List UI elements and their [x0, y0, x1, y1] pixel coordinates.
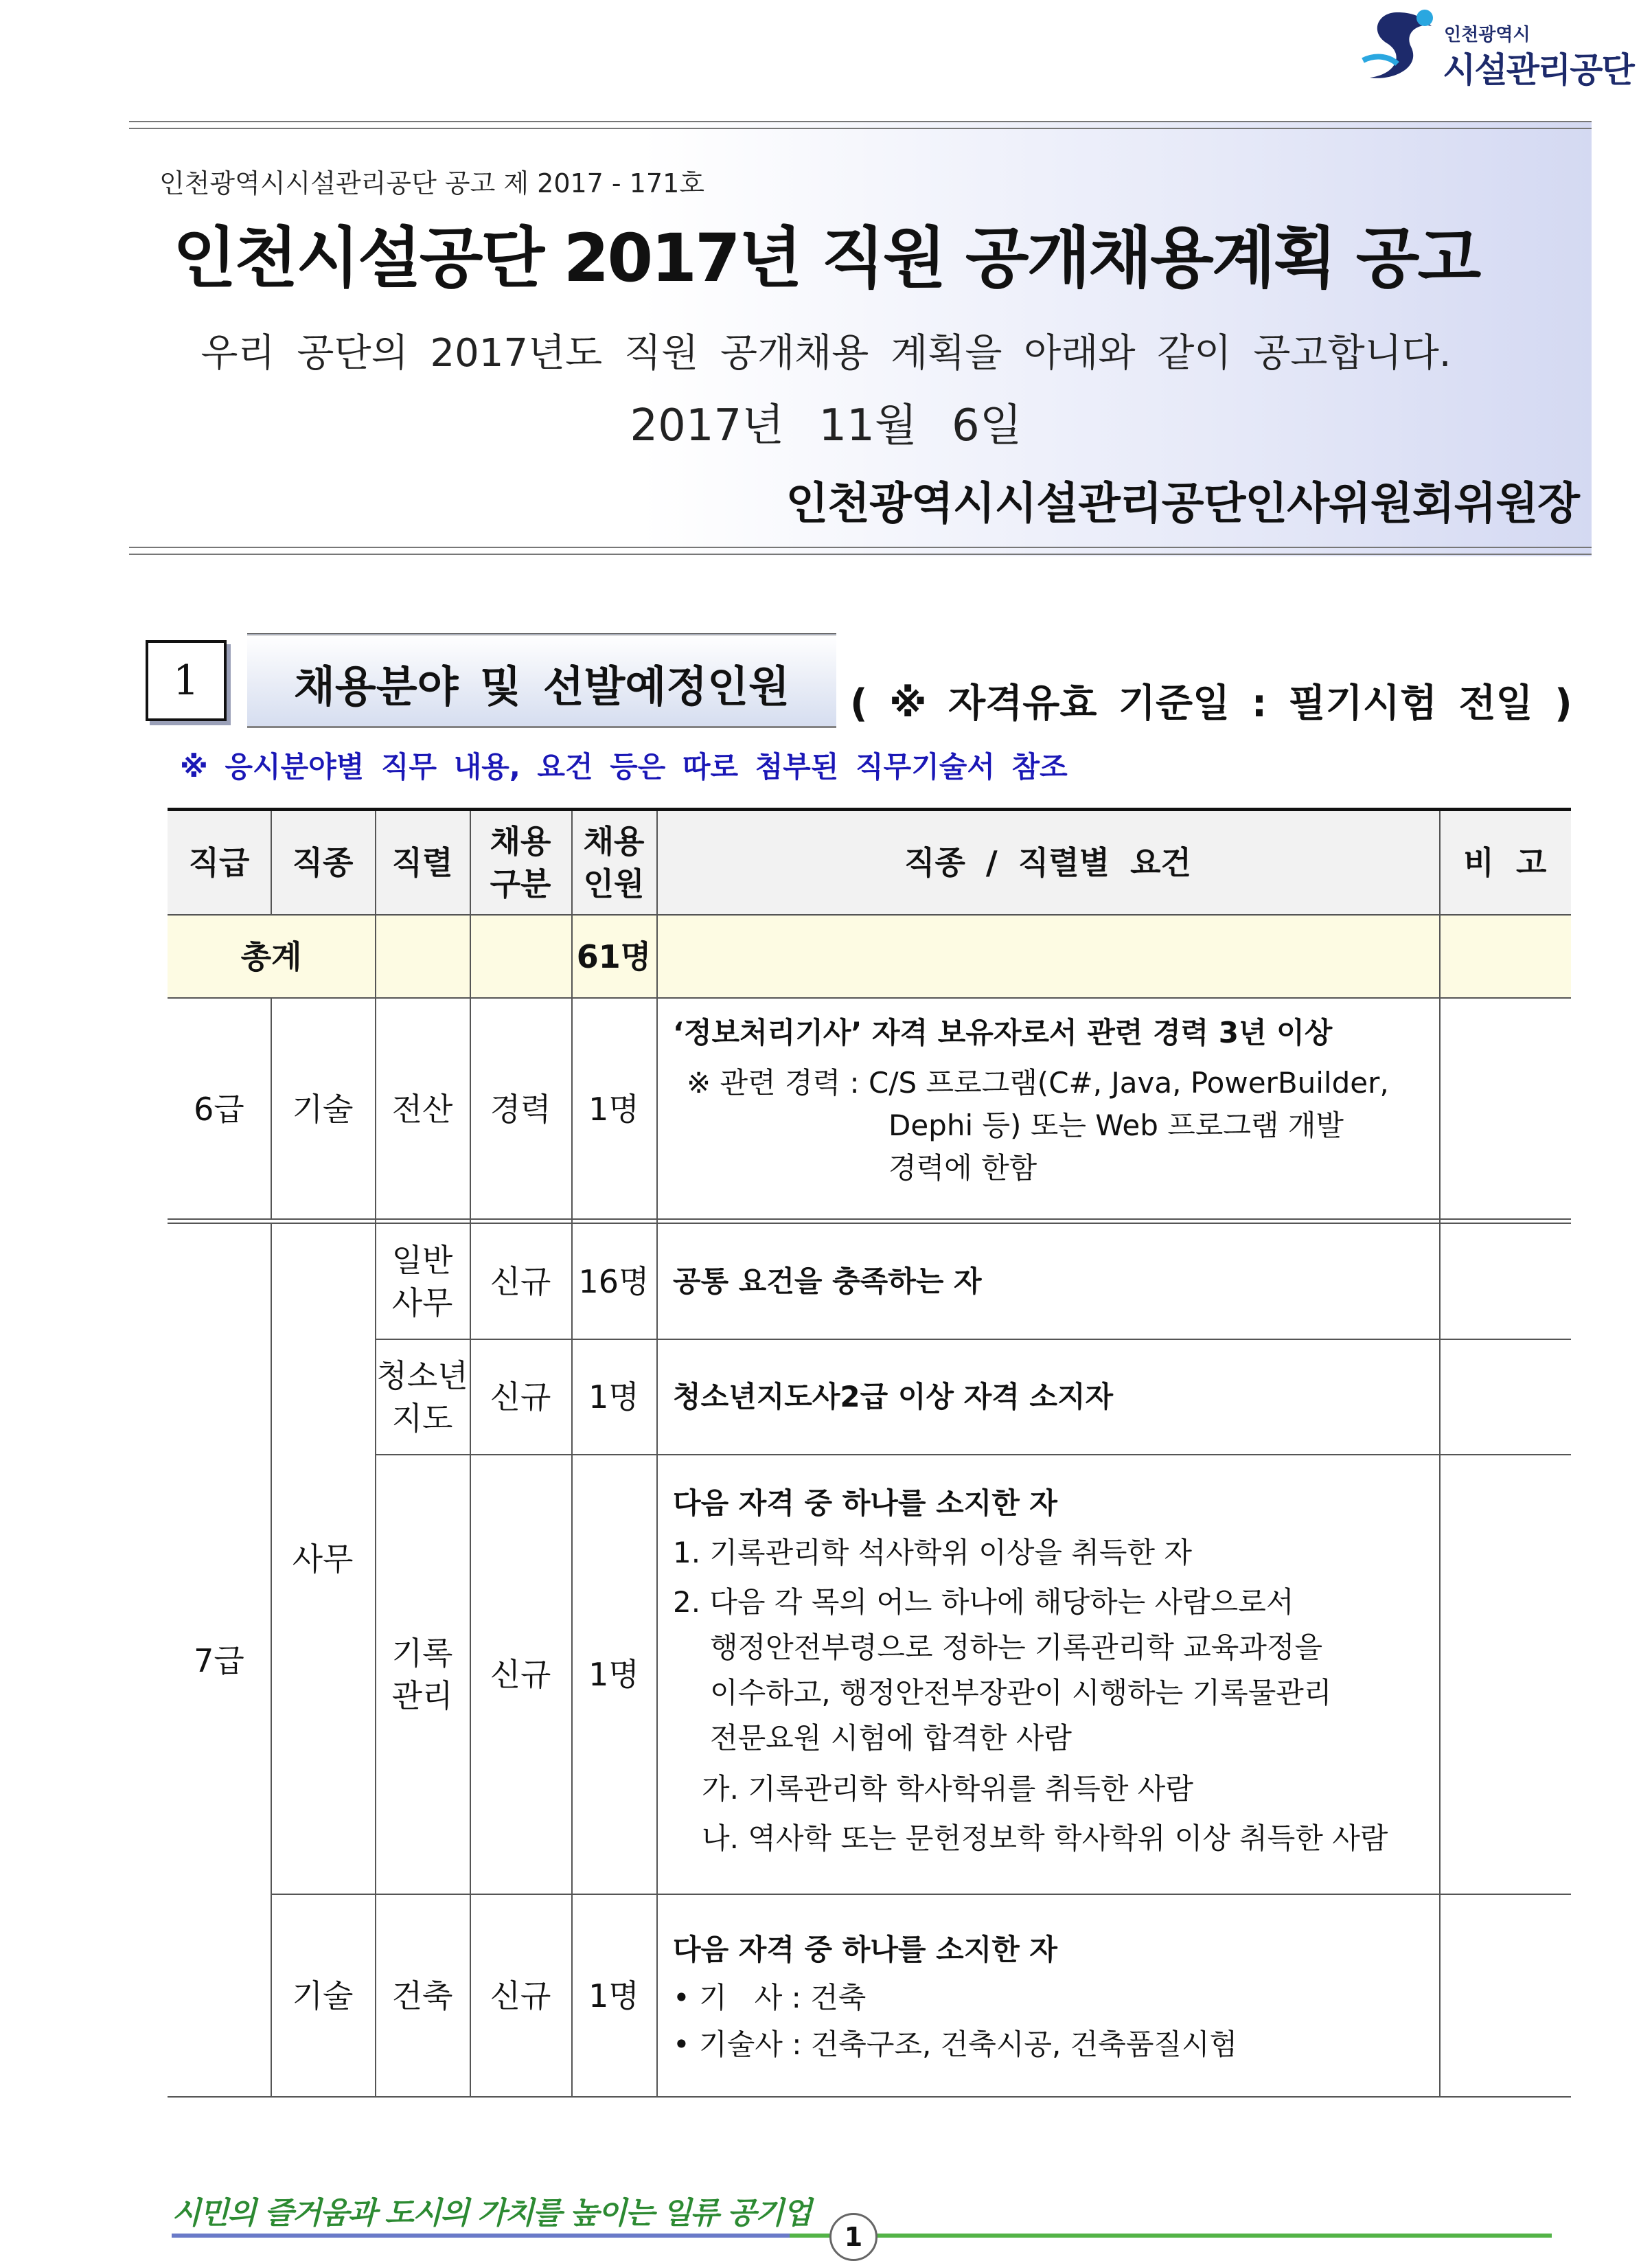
- general-class-l2: 사무: [391, 1284, 453, 1321]
- reference-note: ※ 응시분야별 직무 내용, 요건 등은 따로 첨부된 직무기술서 참조: [180, 750, 1068, 784]
- youth-req: 청소년지도사2급 이상 자격 소지자: [673, 1380, 1114, 1413]
- records-req-6: 가. 기록관리학 학사학위를 취득한 사람: [702, 1772, 1193, 1806]
- notice-intro: 우리 공단의 2017년도 직원 공개채용 계획을 아래와 같이 공고합니다.: [200, 331, 1452, 376]
- section-title: 채용분야 및 선발예정인원: [294, 661, 790, 712]
- notice-number: 인천광역시시설관리공단 공고 제 2017 - 171호: [159, 168, 704, 198]
- youth-req-wrap: [673, 1374, 1113, 1420]
- row6-req-3: 경력에 한함: [888, 1151, 1037, 1185]
- table-total-row: [168, 916, 1571, 998]
- youth-count: 1명: [588, 1378, 639, 1416]
- rule-table-bottom: [168, 2096, 1571, 2098]
- header-grade: 직급: [188, 844, 250, 881]
- total-label: 총계: [240, 938, 302, 975]
- header-remarks: 비 고: [1463, 844, 1547, 881]
- rule-row6-bottom-b: [168, 1223, 1571, 1224]
- grade7-series-tech: 기술: [292, 1977, 354, 2014]
- arch-type: 신규: [490, 1977, 551, 2014]
- records-req-title: 다음 자격 중 하나를 소지한 자: [673, 1486, 1057, 1520]
- footer-rule-accent: [172, 2234, 790, 2238]
- header-top-rule: [129, 121, 1592, 129]
- header-bottom-rule: [129, 547, 1592, 555]
- records-req-5: 전문요원 시험에 합격한 사람: [710, 1721, 1072, 1755]
- records-class-l1: 기록: [391, 1635, 453, 1672]
- general-class-l1: 일반: [391, 1242, 453, 1279]
- row6-class: 전산: [391, 1090, 453, 1128]
- header-hire-count-l2: 인원: [583, 865, 645, 902]
- arch-req-1: • 기 사 : 건축: [673, 1981, 867, 2014]
- records-req-1: 1. 기록관리학 석사학위 이상을 취득한 자: [673, 1536, 1192, 1569]
- general-type: 신규: [490, 1263, 551, 1300]
- row6-req-1: ※ 관련 경력 : C/S 프로그램(C#, Java, PowerBuilder,: [687, 1066, 1389, 1100]
- arch-req-title: 다음 자격 중 하나를 소지한 자: [673, 1933, 1057, 1966]
- org-logo-main-text: 시설관리공단: [1443, 50, 1633, 90]
- records-class: [375, 1455, 470, 1894]
- header-hire-type-l1: 채용: [490, 823, 551, 860]
- grade7-series-office: 사무: [292, 1541, 354, 1578]
- general-count: 16명: [578, 1263, 650, 1300]
- header-hire-type-l2: 구분: [490, 865, 551, 902]
- header-series: 직종: [292, 844, 354, 881]
- vrule-class: [470, 811, 471, 2098]
- header-class: 직렬: [391, 844, 453, 881]
- org-logo-top-text: 인천광역시: [1444, 25, 1530, 45]
- org-logo-mark-icon: [1356, 5, 1445, 88]
- youth-type: 신규: [490, 1378, 551, 1416]
- records-class-l2: 관리: [391, 1677, 453, 1714]
- grade7-grade: 7급: [194, 1642, 244, 1679]
- rule-records-bottom: [271, 1894, 1571, 1895]
- records-req-2: 2. 다음 각 목의 어느 하나에 해당하는 사람으로서: [673, 1585, 1294, 1619]
- rule-header-bottom: [168, 914, 1571, 916]
- row6-count: 1명: [588, 1090, 639, 1128]
- rule-youth-bottom: [375, 1454, 1571, 1455]
- rule-total-bottom: [168, 997, 1571, 999]
- header-hire-count-l1: 채용: [583, 823, 645, 860]
- youth-class-l2: 지도: [391, 1400, 453, 1437]
- total-count: 61명: [576, 938, 652, 975]
- header-hire-type: [470, 811, 571, 914]
- arch-req-title-wrap: [673, 1927, 1057, 1973]
- row6-type: 경력: [490, 1090, 551, 1128]
- vrule-count: [656, 811, 658, 2098]
- vrule-type: [571, 811, 573, 2098]
- org-logo: [1356, 5, 1631, 88]
- general-class: [375, 1224, 470, 1339]
- row6-grade: 6급: [194, 1090, 244, 1128]
- section-note: ( ※ 자격유효 기준일 : 필기시험 전일 ): [850, 681, 1572, 726]
- section-number: 1: [146, 640, 227, 721]
- records-type: 신규: [490, 1656, 551, 1693]
- notice-date: 2017년 11월 6일: [630, 400, 1022, 451]
- page-number: 1: [829, 2213, 877, 2261]
- vrule-series: [375, 811, 376, 2098]
- records-req-3: 행정안전부령으로 정하는 기록관리학 교육과정을: [710, 1631, 1323, 1664]
- vrule-grade-header: [271, 811, 272, 914]
- vrule-requirements: [1439, 811, 1441, 2098]
- row6-series: 기술: [292, 1090, 354, 1128]
- general-req-wrap: [673, 1259, 982, 1304]
- records-req-4: 이수하고, 행정안전부장관이 시행하는 기록물관리: [710, 1676, 1332, 1709]
- row6-req-title: ‘정보처리기사’ 자격 보유자로서 관련 경력 3년 이상: [673, 1016, 1333, 1049]
- header-requirements: 직종 / 직렬별 요건: [904, 844, 1191, 881]
- rule-row6-bottom-a: [168, 1218, 1571, 1220]
- vrule-grade-6: [271, 997, 272, 1220]
- footer-slogan: 시민의 즐거움과 도시의 가치를 높이는 일류 공기업: [172, 2196, 811, 2231]
- records-req-title-wrap: [673, 1481, 1057, 1526]
- arch-count: 1명: [588, 1977, 639, 2014]
- arch-class: 건축: [391, 1977, 453, 2014]
- notice-issuer: 인천광역시시설관리공단인사위원회위원장: [785, 479, 1579, 530]
- arch-req-2: • 기술사 : 건축구조, 건축시공, 건축품질시험: [673, 2027, 1238, 2061]
- records-count: 1명: [588, 1656, 639, 1693]
- general-req: 공통 요건을 충족하는 자: [673, 1264, 982, 1298]
- row6-req-2: Dephi 등) 또는 Web 프로그램 개발: [888, 1109, 1344, 1142]
- row6-req-title-wrap: [673, 1010, 1332, 1056]
- rule-general-bottom: [375, 1339, 1571, 1340]
- vrule-grade-7: [271, 1223, 272, 2098]
- records-req-7: 나. 역사학 또는 문헌정보학 학사학위 이상 취득한 사람: [702, 1821, 1388, 1855]
- youth-class-l1: 청소년: [376, 1357, 468, 1394]
- page-title: 인천시설공단 2017년 직원 공개채용계획 공고: [172, 220, 1480, 297]
- header-hire-count: [571, 811, 656, 914]
- youth-class: [375, 1339, 470, 1455]
- recruitment-table: [168, 808, 1571, 2098]
